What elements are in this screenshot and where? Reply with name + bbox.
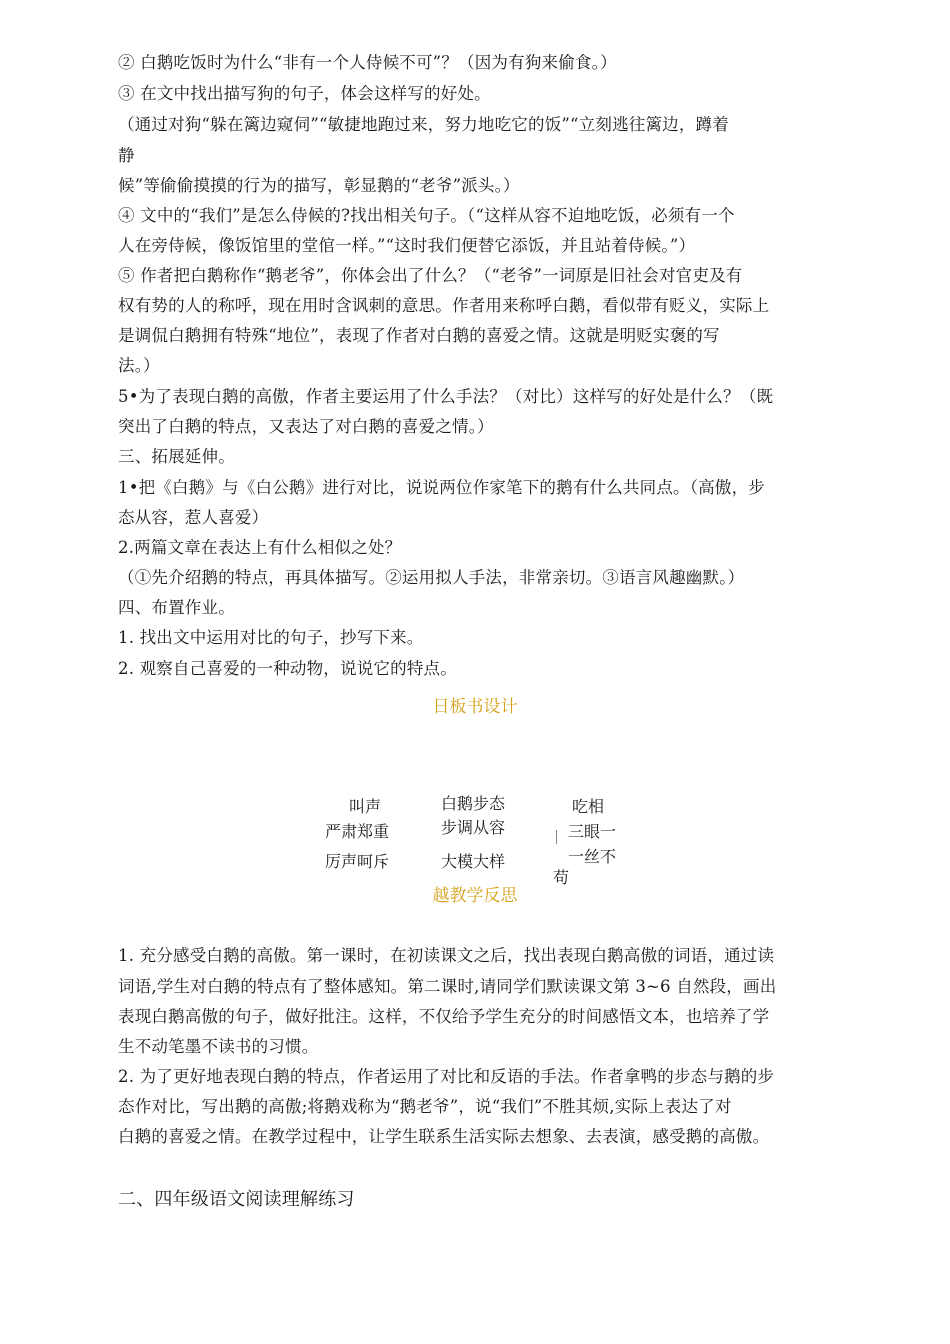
- extension-2-line-1: 2.两篇文章在表达上有什么相似之处？: [118, 538, 402, 557]
- question-2-line: ② 白鹅吃饭时为什么“非有一个人侍候不可”？（因为有狗来偷食。）: [118, 53, 617, 72]
- answer-3-line-3: 候”等偷偷摸摸的行为的描写，彰显鹅的“老爷”派头。）: [118, 176, 520, 195]
- reflection-2-line-3: 白鹅的喜爱之情。在教学过程中，让学生联系生活实际去想象、去表演，感受鹅的高傲。: [118, 1127, 770, 1146]
- board-col3-fragment: 苟: [553, 868, 570, 887]
- answer-3-line-1: （通过对狗“躲在篱边窥伺”“敏捷地跑过来，努力地吃它的饭”“立刻逃往篱边，蹲着: [118, 115, 729, 134]
- reflection-1-line-3: 表现白鹅高傲的句子，做好批注。这样，不仅给予学生充分的时间感悟文本，也培养了学: [118, 1007, 770, 1026]
- board-col2-line1: 步调从容: [441, 818, 506, 837]
- reflection-2-line-2: 态作对比，写出鹅的高傲;将鹅戏称为“鹅老爷”，说“我们”不胜其烦,实际上表达了对: [118, 1097, 732, 1116]
- board-col2-title: 白鹅步态: [441, 794, 506, 813]
- section-4-heading: 四、布置作业。: [118, 598, 235, 617]
- reflection-1-line-1: 1. 充分感受白鹅的高傲。第一课时，在初读课文之后，找出表现白鹅高傲的词语，通过读: [118, 946, 775, 965]
- reflection-1-line-4: 生不动笔墨不读书的习惯。: [118, 1037, 319, 1056]
- board-col1-line2: 厉声呵斥: [325, 852, 390, 871]
- item-5-line-2: 突出了白鹅的特点，又表达了对白鹅的喜爱之情。）: [118, 417, 494, 436]
- board-col1-title: 叫声: [349, 797, 382, 816]
- homework-2-line: 2. 观察自己喜爱的一种动物，说说它的特点。: [118, 659, 457, 678]
- question-5-line-1: ⑤ 作者把白鹅称作“鹅老爷”，你体会出了什么？（“老爷”一词原是旧社会对官吏及有: [118, 266, 743, 285]
- board-col3-line2: 一丝不: [568, 847, 617, 866]
- homework-1-line: 1. 找出文中运用对比的句子，抄写下来。: [118, 628, 424, 647]
- reflection-heading: 越教学反思: [432, 886, 518, 906]
- question-5-line-2: 权有势的人的称呼，现在用时含讽刺的意思。作者用来称呼白鹅，看似带有贬义，实际上: [118, 296, 770, 315]
- question-3-line: ③ 在文中找出描写狗的句子，体会这样写的好处。: [118, 84, 491, 103]
- board-col3-line1: 三眼一: [568, 822, 617, 841]
- reflection-1-line-2: 词语,学生对白鹅的特点有了整体感知。第二课时,请同学们默读课文第 3~6 自然段，画出: [118, 977, 777, 996]
- reflection-2-line-1: 2. 为了更好地表现白鹅的特点，作者运用了对比和反语的手法。作者拿鸭的步态与鹅的步: [118, 1067, 775, 1086]
- question-4-line-2: 人在旁侍候，像饭馆里的堂倌一样。”“这时我们便替它添饭，并且站着侍候。”）: [118, 236, 696, 255]
- item-5-line-1: 5•为了表现白鹅的高傲，作者主要运用了什么手法？（对比）这样写的好处是什么？（既: [118, 387, 774, 406]
- board-col2-line2: 大模大样: [441, 852, 506, 871]
- section-2-title: 二、四年级语文阅读理解练习: [118, 1189, 355, 1210]
- extension-2-line-2: （①先介绍鹅的特点，再具体描写。②运用拟人手法，非常亲切。③语言风趣幽默。）: [118, 568, 745, 587]
- extension-1-line-2: 态从容，惹人喜爱）: [118, 508, 269, 527]
- question-5-line-4: 法。）: [118, 356, 160, 375]
- question-4-line-1: ④ 文中的“我们”是怎么侍候的?找出相关句子。（“这样从容不迫地吃饭，必须有一个: [118, 206, 735, 225]
- question-5-line-3: 是调侃白鹅拥有特殊“地位”，表现了作者对白鹅的喜爱之情。这就是明贬实褒的写: [118, 326, 720, 345]
- board-col3-title: 吃相: [572, 797, 605, 816]
- extension-1-line-1: 1•把《白鹅》与《白公鹅》进行对比，说说两位作家笔下的鹅有什么共同点。（高傲，步: [118, 478, 765, 497]
- bracket-mark: [556, 830, 563, 844]
- section-3-heading: 三、拓展延伸。: [118, 447, 235, 466]
- answer-3-line-2: 静: [118, 146, 135, 165]
- board-design-heading: 日板书设计: [432, 697, 518, 717]
- board-col1-line1: 严肃郑重: [325, 822, 390, 841]
